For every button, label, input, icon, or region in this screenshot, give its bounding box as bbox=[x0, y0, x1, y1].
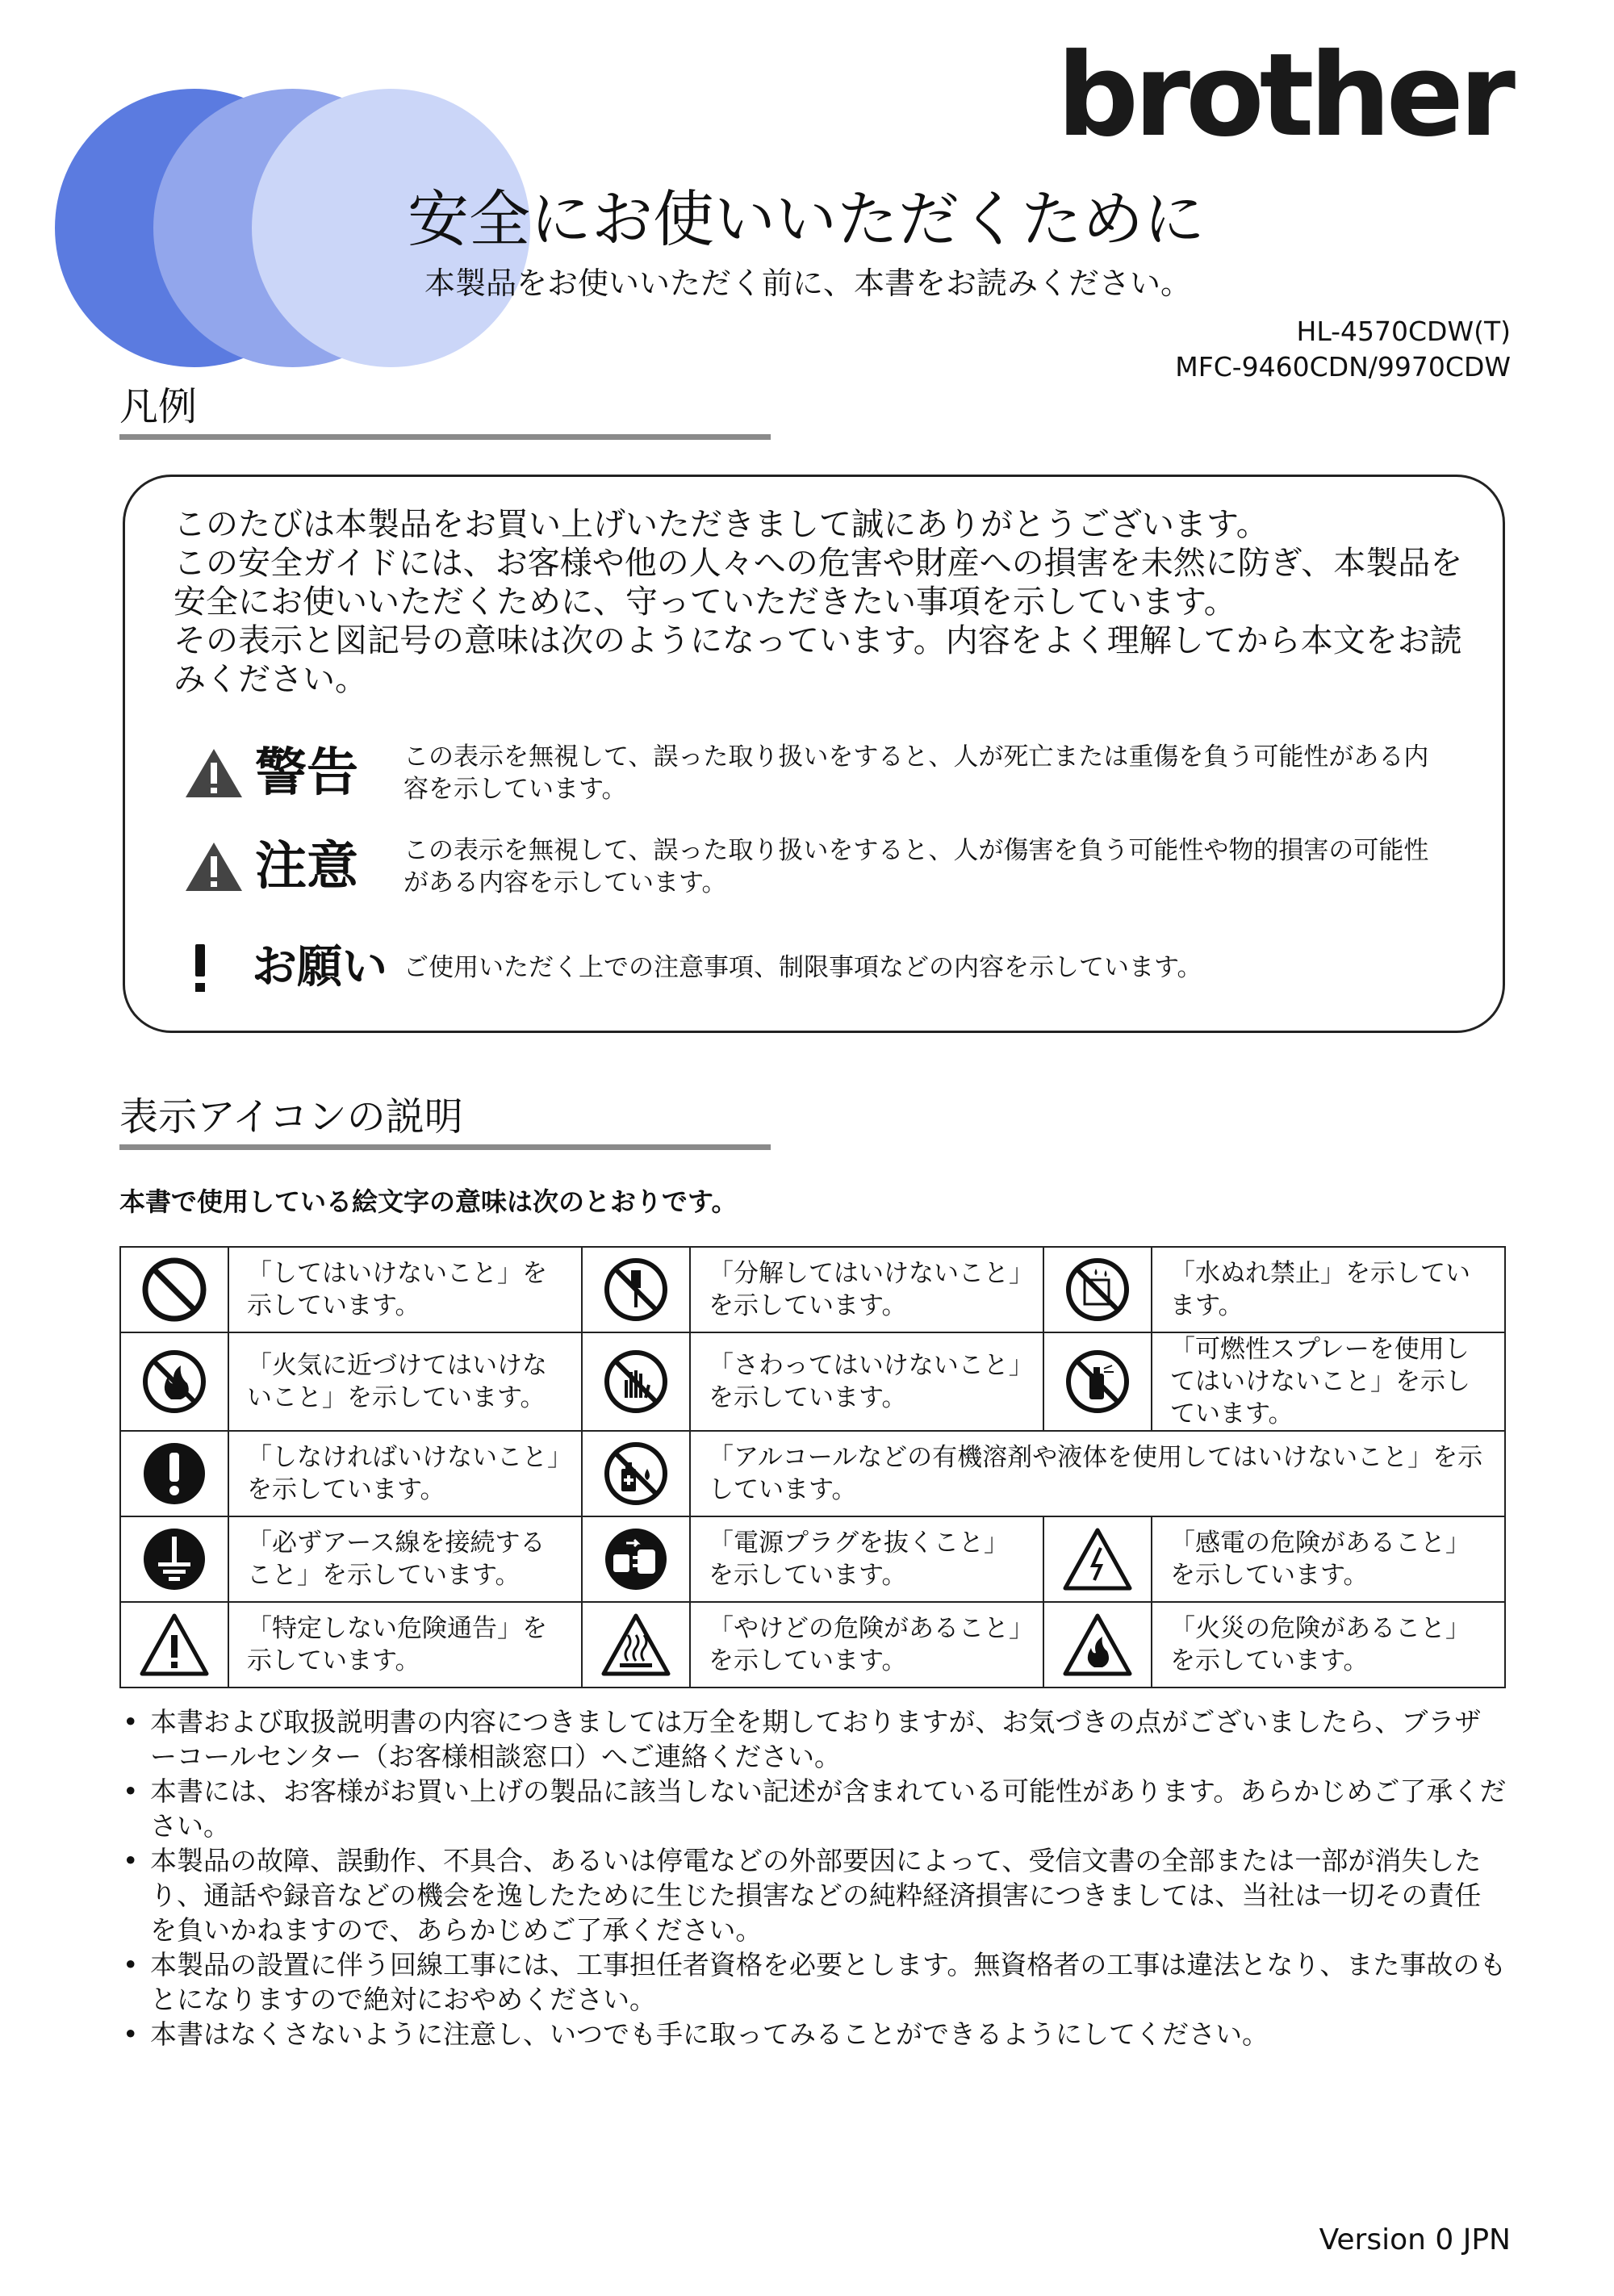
icon-desc: 「さわってはいけないこと」を示しています。 bbox=[690, 1332, 1043, 1431]
model-number: MFC-9460CDN/9970CDW bbox=[1175, 351, 1511, 383]
page-title: 安全にお使いいただくために bbox=[408, 183, 1205, 255]
section-heading-legend: 凡例 bbox=[119, 384, 198, 429]
notes-list bbox=[119, 1704, 1507, 2051]
section-rule bbox=[119, 1144, 771, 1150]
intro-line: その表示と図記号の意味は次のようになっています。内容をよく理解してから本文をお読みください。 bbox=[174, 622, 1462, 698]
warning-triangle-icon bbox=[184, 747, 244, 800]
table-row bbox=[120, 1431, 1505, 1516]
table-row bbox=[120, 1516, 1505, 1602]
icon-desc: 「火災の危険があること」を示しています。 bbox=[1152, 1602, 1505, 1687]
legend-row-request bbox=[184, 941, 1436, 994]
ground-icon bbox=[140, 1525, 208, 1593]
legend-label: 警告 bbox=[255, 743, 358, 803]
icon-desc: 「しなければいけないこと」を示しています。 bbox=[228, 1431, 582, 1516]
version-label: Version 0 JPN bbox=[1319, 2223, 1511, 2256]
exclamation-icon bbox=[184, 941, 216, 994]
intro-line: このたびは本製品をお買い上げいただきまして誠にありがとうございます。 bbox=[174, 506, 1269, 543]
icon-desc: 「感電の危険があること」を示しています。 bbox=[1152, 1516, 1505, 1602]
legend-row-warning bbox=[184, 741, 1436, 805]
section-rule bbox=[119, 434, 771, 440]
table-row bbox=[120, 1602, 1505, 1687]
no-fire-icon bbox=[140, 1348, 208, 1416]
icon-desc: 「可燃性スプレーを使用してはいけないこと」を示しています。 bbox=[1152, 1332, 1505, 1431]
mandatory-icon bbox=[140, 1440, 208, 1508]
brand-logo: brother bbox=[1056, 29, 1511, 162]
icon-desc: 「電源プラグを抜くこと」を示しています。 bbox=[690, 1516, 1043, 1602]
legend-label: 注意 bbox=[255, 837, 358, 897]
icon-desc: 「アルコールなどの有機溶剤や液体を使用してはいけないこと」を示しています。 bbox=[690, 1431, 1505, 1516]
list-item: • 本書はなくさないように注意し、いつでも手に取ってみることができるようにしてください。 bbox=[119, 2017, 1507, 2051]
icon-desc: 「火気に近づけてはいけないこと」を示しています。 bbox=[228, 1332, 582, 1431]
prohibition-icon bbox=[140, 1256, 208, 1324]
legend-row-caution bbox=[184, 834, 1436, 899]
no-alcohol-icon bbox=[602, 1440, 670, 1508]
list-item: • 本製品の故障、誤動作、不具合、あるいは停電などの外部要因によって、受信文書の全部または一部が消失したり、通話や録音などの機会を逸したために生じた損害などの純粋経済損害につきましては、当社は一切その責任を負いかねますので、あらかじめご了承ください。 bbox=[119, 1843, 1507, 1947]
unplug-icon bbox=[602, 1525, 670, 1593]
list-item: • 本書および取扱説明書の内容につきましては万全を期しておりますが、お気づきの点がございましたら、ブラザーコールセンター（お客様相談窓口）へご連絡ください。 bbox=[119, 1704, 1507, 1774]
icon-table bbox=[119, 1246, 1506, 1688]
intro-line: この安全ガイドには、お客様や他の人々への危害や財産への損害を未然に防ぎ、本製品を安全にお使いいただくために、守っていただきたい事項を示しています。 bbox=[174, 545, 1463, 621]
page-subtitle: 本製品をお使いいただく前に、本書をお読みください。 bbox=[424, 266, 1192, 301]
legend-intro bbox=[174, 505, 1465, 699]
icon-desc: 「分解してはいけないこと」を示しています。 bbox=[690, 1247, 1043, 1332]
no-water-icon bbox=[1064, 1256, 1131, 1324]
legend-text: この表示を無視して、誤った取り扱いをすると、人が死亡または重傷を負う可能性がある内容を示しています。 bbox=[404, 742, 1429, 804]
general-danger-icon bbox=[139, 1612, 210, 1677]
icon-desc: 「してはいけないこと」を示しています。 bbox=[228, 1247, 582, 1332]
table-row bbox=[120, 1332, 1505, 1431]
icon-desc: 「必ずアース線を接続すること」を示しています。 bbox=[228, 1516, 582, 1602]
table-row bbox=[120, 1247, 1505, 1332]
legend-text: ご使用いただく上での注意事項、制限事項などの内容を示しています。 bbox=[404, 953, 1202, 982]
fire-danger-icon bbox=[1062, 1612, 1133, 1677]
icon-desc: 「特定しない危険通告」を示しています。 bbox=[228, 1602, 582, 1687]
no-spray-icon bbox=[1064, 1348, 1131, 1416]
section-heading-icons: 表示アイコンの説明 bbox=[119, 1094, 463, 1140]
no-touch-icon bbox=[602, 1348, 670, 1416]
legend-label: お願い bbox=[252, 941, 387, 993]
list-item: • 本書には、お客様がお買い上げの製品に該当しない記述が含まれている可能性があります。あらかじめご了承ください。 bbox=[119, 1774, 1507, 1843]
caution-triangle-icon bbox=[184, 840, 244, 893]
icons-lead-text: 本書で使用している絵文字の意味は次のとおりです。 bbox=[119, 1186, 738, 1217]
legend-text: この表示を無視して、誤った取り扱いをすると、人が傷害を負う可能性や物的損害の可能性がある内容を示しています。 bbox=[404, 836, 1429, 897]
list-item: • 本製品の設置に伴う回線工事には、工事担任者資格を必要とします。無資格者の工事は違法となり、また事故のもとになりますので絶対におやめください。 bbox=[119, 1947, 1507, 2017]
no-disassembly-icon bbox=[602, 1256, 670, 1324]
icon-desc: 「やけどの危険があること」を示しています。 bbox=[690, 1602, 1043, 1687]
electric-shock-icon bbox=[1062, 1527, 1133, 1591]
model-number: HL-4570CDW(T) bbox=[1296, 316, 1511, 347]
hot-surface-icon bbox=[600, 1612, 671, 1677]
icon-desc: 「水ぬれ禁止」を示しています。 bbox=[1152, 1247, 1505, 1332]
